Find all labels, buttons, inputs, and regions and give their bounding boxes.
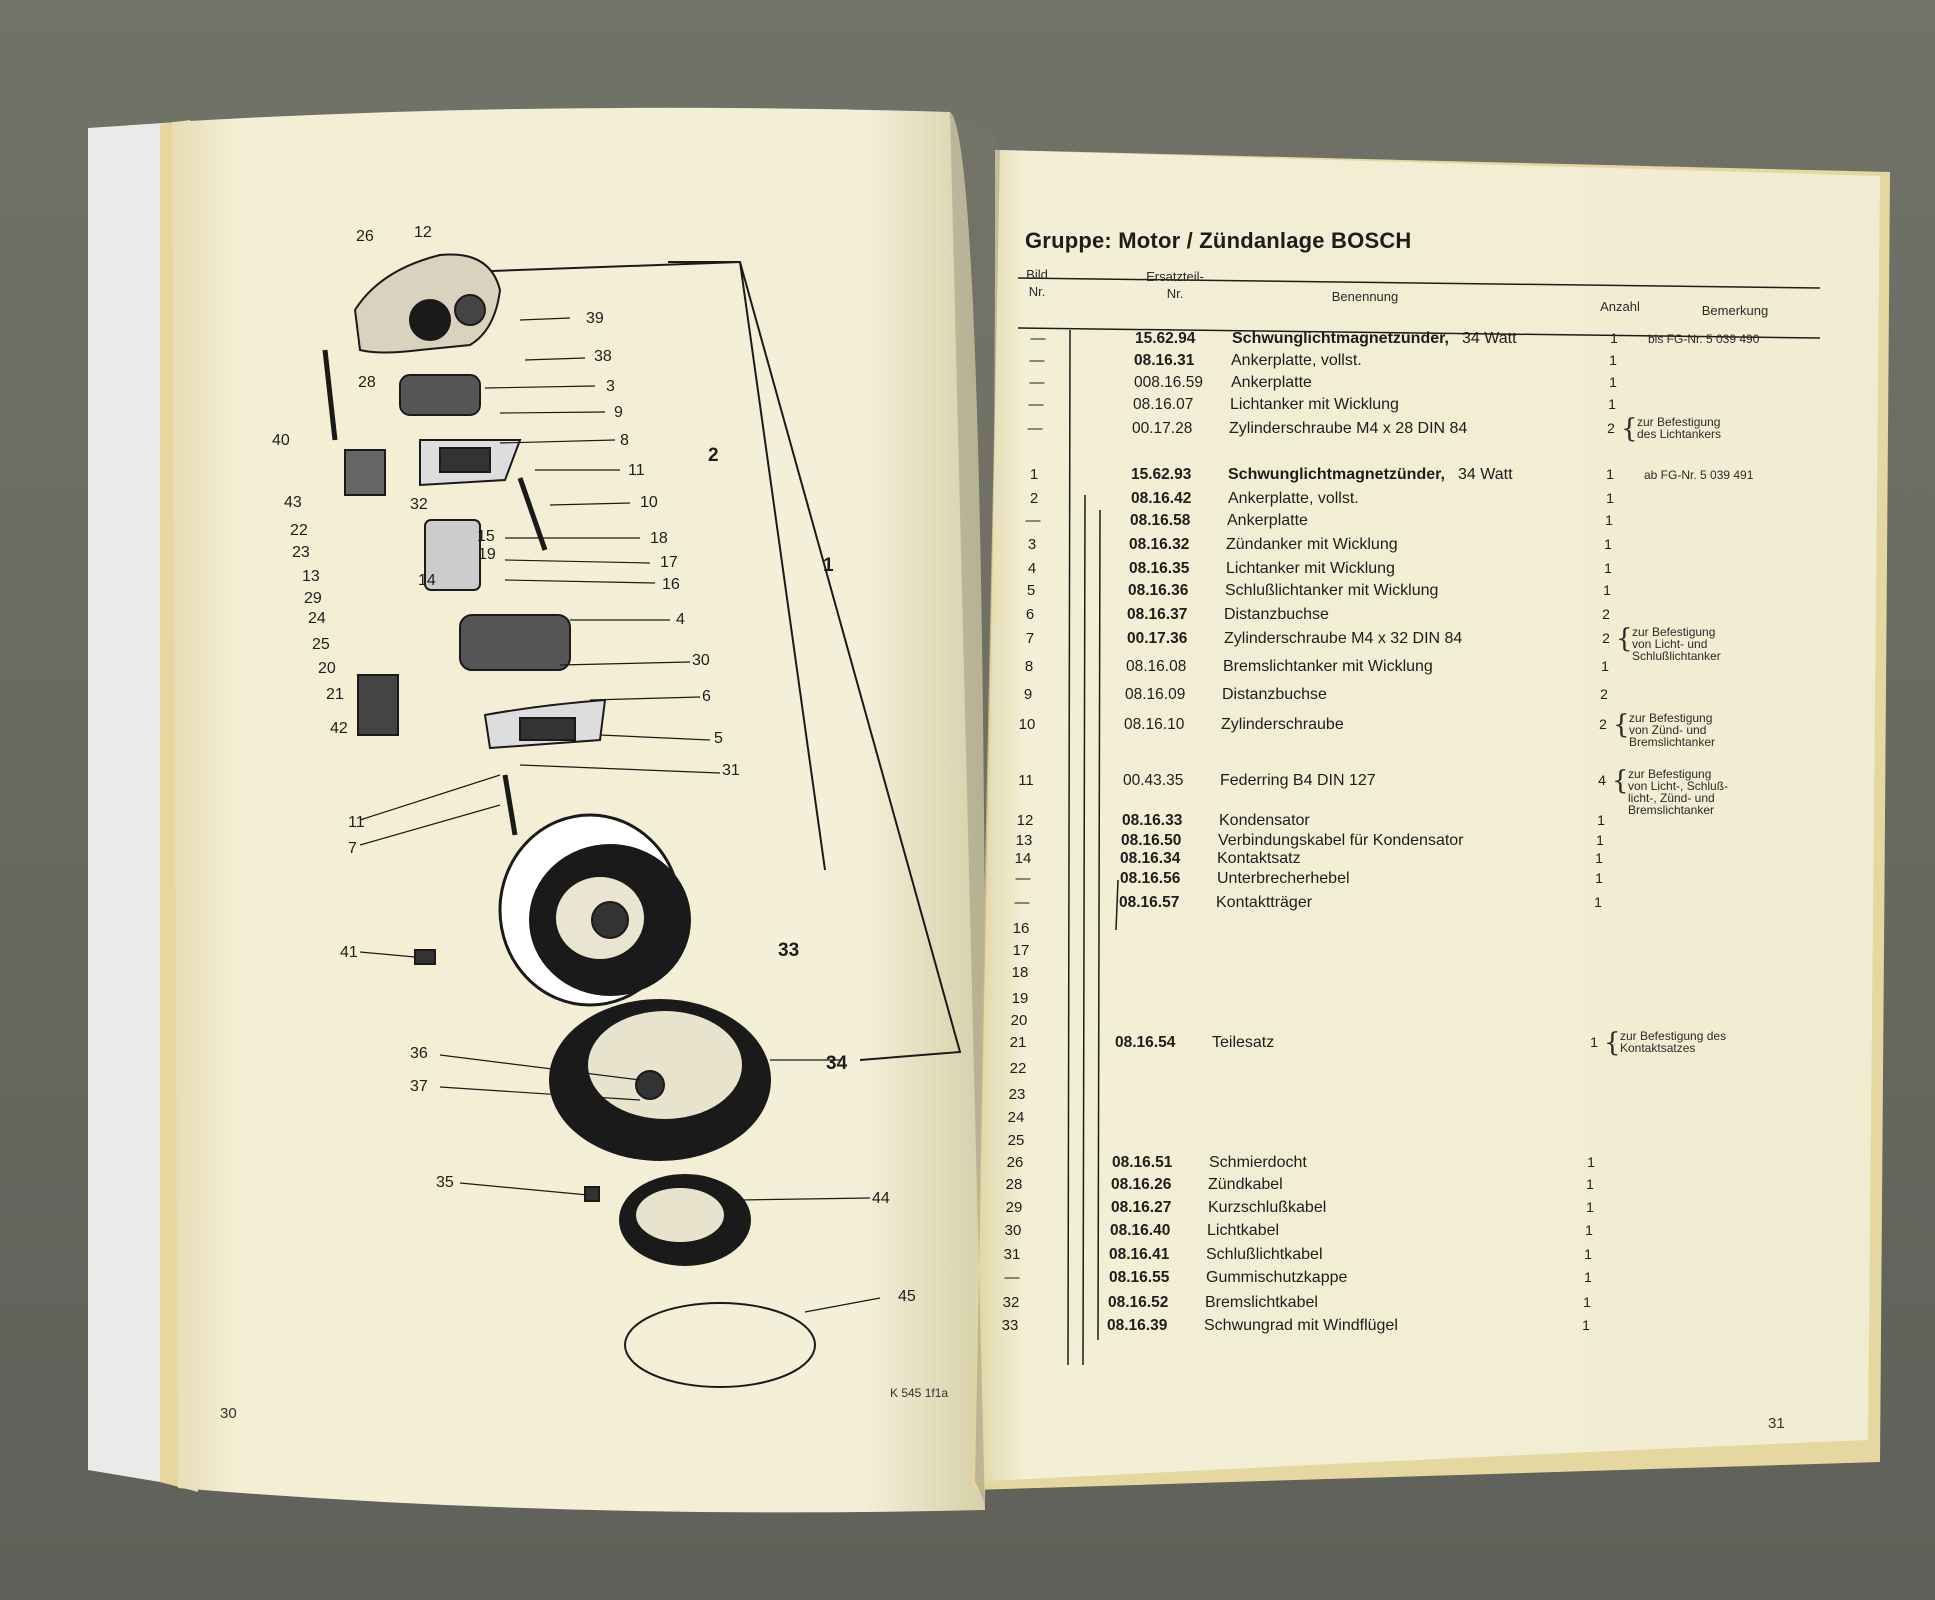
table-row <box>0 1246 1935 1268</box>
bild-number: — <box>1029 352 1045 369</box>
table-row <box>0 942 1935 964</box>
part-number: 08.16.08 <box>1126 658 1187 675</box>
table-row <box>0 850 1935 872</box>
bild-number: — <box>1027 420 1043 437</box>
quantity: 1 <box>1609 374 1617 390</box>
callout: 17 <box>660 554 678 571</box>
table-row <box>0 964 1935 986</box>
callout: 9 <box>614 404 623 421</box>
callout: 11 <box>348 814 365 831</box>
bild-number: 33 <box>1001 1317 1019 1334</box>
header-anzahl: Anzahl <box>1600 299 1640 314</box>
callout: 29 <box>304 590 322 607</box>
part-number: 00.17.36 <box>1127 630 1188 647</box>
quantity: 1 <box>1586 1176 1594 1192</box>
table-row <box>0 1317 1935 1339</box>
part-name: Kondensator <box>1219 812 1310 829</box>
quantity: 1 <box>1605 512 1613 528</box>
part-number: 08.16.52 <box>1108 1294 1169 1311</box>
table-row <box>0 1222 1935 1244</box>
table-row <box>0 1086 1935 1108</box>
callout: 39 <box>586 310 604 327</box>
remark: zur Befestigung von Zünd- und Bremslichtanker <box>1629 711 1716 749</box>
table-row <box>0 990 1935 1012</box>
callout: 42 <box>330 720 348 737</box>
remark: zur Befestigung von Licht-, Schluß- licht-, Zünd- und Bremslichtanker <box>1628 767 1729 817</box>
part-name: Ankerplatte <box>1231 374 1312 391</box>
bild-number: 17 <box>1012 942 1030 959</box>
table-row <box>0 710 1935 749</box>
quantity: 1 <box>1606 466 1614 482</box>
part-name: Distanzbuchse <box>1222 686 1327 703</box>
part-number: 08.16.55 <box>1109 1269 1170 1286</box>
callout: 2 <box>708 445 719 466</box>
table-row <box>0 560 1935 582</box>
part-number: 08.16.26 <box>1111 1176 1172 1193</box>
part-name: Distanzbuchse <box>1224 606 1329 623</box>
quantity: 2 <box>1607 420 1615 436</box>
bild-number: 19 <box>1011 990 1029 1007</box>
callout: 40 <box>272 432 290 449</box>
part-number: 08.16.10 <box>1124 716 1185 733</box>
part-number: 08.16.34 <box>1120 850 1181 867</box>
part-number: 08.16.27 <box>1111 1199 1172 1216</box>
bild-number: — <box>1015 870 1031 887</box>
part-name: Teilesatz <box>1212 1034 1275 1051</box>
part-name: Bremslichtanker mit Wicklung <box>1223 658 1433 675</box>
table-row <box>0 894 1935 916</box>
bild-number: 2 <box>1029 490 1039 507</box>
bild-number: 24 <box>1007 1109 1025 1126</box>
quantity: 1 <box>1604 560 1612 576</box>
header-bemerkung: Bemerkung <box>1701 303 1769 318</box>
part-number: 08.16.36 <box>1128 582 1189 599</box>
part-number: 08.16.31 <box>1134 352 1195 369</box>
bild-number: 9 <box>1023 686 1033 703</box>
table-row <box>0 1294 1935 1316</box>
callout: 41 <box>340 944 358 961</box>
quantity: 1 <box>1585 1222 1593 1238</box>
bild-number: 18 <box>1011 964 1029 981</box>
part-name-extra: 34 Watt <box>1462 330 1517 347</box>
part-number: 08.16.42 <box>1131 490 1192 507</box>
quantity: 1 <box>1595 870 1603 886</box>
bild-number: 30 <box>1004 1222 1022 1239</box>
bild-number: 23 <box>1008 1086 1026 1103</box>
callout: 45 <box>898 1288 916 1305</box>
bild-number: — <box>1025 512 1041 529</box>
part-number: 08.16.35 <box>1129 560 1190 577</box>
callout: 23 <box>292 544 310 561</box>
quantity: 1 <box>1586 1199 1594 1215</box>
remark: zur Befestigung des Lichtankers <box>1637 415 1722 441</box>
callout: 35 <box>436 1174 454 1191</box>
table-row <box>0 582 1935 604</box>
callout: 16 <box>662 576 680 593</box>
brace-glyph: { <box>1616 624 1633 654</box>
table-row <box>0 512 1935 534</box>
part-number: 08.16.37 <box>1127 606 1188 623</box>
quantity: 1 <box>1594 894 1602 910</box>
quantity: 1 <box>1608 396 1616 412</box>
bild-number: 3 <box>1027 536 1037 553</box>
part-number: 00.17.28 <box>1132 420 1193 437</box>
callout: 44 <box>872 1190 890 1207</box>
bild-number: 31 <box>1003 1246 1021 1263</box>
bild-number: 4 <box>1027 560 1037 577</box>
callout: 32 <box>410 496 428 513</box>
table-row <box>0 352 1935 374</box>
table-row <box>0 1269 1935 1291</box>
quantity: 1 <box>1604 536 1612 552</box>
quantity: 1 <box>1606 490 1614 506</box>
part-name: Schmierdocht <box>1209 1154 1307 1171</box>
remark: ab FG-Nr. 5 039 491 <box>1644 468 1754 482</box>
bild-number: 8 <box>1024 658 1034 675</box>
quantity: 1 <box>1603 582 1611 598</box>
table-row <box>0 490 1935 512</box>
bild-number: 28 <box>1005 1176 1023 1193</box>
part-name: Federring B4 DIN 127 <box>1220 772 1376 789</box>
table-row <box>0 1028 1935 1058</box>
bild-number: 10 <box>1018 716 1036 733</box>
part-number: 08.16.40 <box>1110 1222 1171 1239</box>
callout: 36 <box>410 1045 428 1062</box>
callout: 8 <box>620 432 629 449</box>
brace-glyph: { <box>1621 414 1638 444</box>
callout: 21 <box>326 686 344 703</box>
table-row <box>0 920 1935 942</box>
brace-glyph: { <box>1604 1028 1621 1058</box>
bild-number: 11 <box>1018 772 1034 789</box>
bild-number: 16 <box>1012 920 1030 937</box>
part-name: Ankerplatte, vollst. <box>1231 352 1362 369</box>
remark: zur Befestigung des Kontaktsatzes <box>1620 1029 1727 1055</box>
part-number: 15.62.94 <box>1135 330 1196 347</box>
callout: 33 <box>778 940 800 961</box>
header-ersatzteil: Ersatzteil- Nr. <box>1146 269 1204 301</box>
callout: 26 <box>356 228 374 245</box>
table-row <box>0 658 1935 680</box>
header-benennung: Benennung <box>1331 289 1399 304</box>
bild-number: 5 <box>1026 582 1036 599</box>
bild-number: 14 <box>1014 850 1032 867</box>
callout: 10 <box>640 494 658 511</box>
part-name: Schwunglichtmagnetzünder, <box>1232 330 1449 347</box>
bild-number: 20 <box>1010 1012 1028 1029</box>
table-row <box>0 1154 1935 1176</box>
part-name: Kontaktsatz <box>1217 850 1301 867</box>
quantity: 1 <box>1583 1294 1591 1310</box>
part-number: 08.16.54 <box>1115 1034 1176 1051</box>
part-name: Verbindungskabel für Kondensator <box>1218 832 1464 849</box>
quantity: 2 <box>1600 686 1608 702</box>
remark: bis FG-Nr. 5 039 490 <box>1648 332 1760 346</box>
part-name: Lichtanker mit Wicklung <box>1230 396 1399 413</box>
part-number: 15.62.93 <box>1131 466 1192 483</box>
quantity: 1 <box>1601 658 1609 674</box>
bild-number: — <box>1014 894 1030 911</box>
part-name: Gummischutzkappe <box>1206 1269 1348 1286</box>
part-number: 08.16.57 <box>1119 894 1180 911</box>
callout: 6 <box>702 688 711 705</box>
callout: 30 <box>692 652 710 669</box>
callout: 4 <box>676 611 685 628</box>
table-row <box>0 686 1935 708</box>
remark: zur Befestigung von Licht- und Schlußlichtanker <box>1632 625 1721 663</box>
part-number: 08.16.39 <box>1107 1317 1168 1334</box>
quantity: 1 <box>1595 850 1603 866</box>
part-name: Ankerplatte <box>1227 512 1308 529</box>
part-name: Lichtanker mit Wicklung <box>1226 560 1395 577</box>
callout: 24 <box>308 610 326 627</box>
callout: 3 <box>606 378 615 395</box>
bild-number: 26 <box>1006 1154 1024 1171</box>
table-row <box>0 812 1935 834</box>
part-name: Zylinderschraube M4 x 28 DIN 84 <box>1229 420 1468 437</box>
bild-number: 13 <box>1015 832 1033 849</box>
callout: 1 <box>823 555 834 576</box>
callout: 34 <box>826 1053 848 1074</box>
callout: 25 <box>312 636 330 653</box>
part-name: Bremslichtkabel <box>1205 1294 1318 1311</box>
bild-number: — <box>1004 1269 1020 1286</box>
table-row <box>0 1199 1935 1221</box>
callout: 12 <box>414 224 432 241</box>
part-name: Kurzschlußkabel <box>1208 1199 1327 1216</box>
part-name: Kontaktträger <box>1216 894 1313 911</box>
bild-number: 12 <box>1016 812 1034 829</box>
table-row <box>0 536 1935 558</box>
part-number: 00.43.35 <box>1123 772 1184 789</box>
callout: 37 <box>410 1078 428 1095</box>
brace-glyph: { <box>1613 710 1630 740</box>
quantity: 1 <box>1596 832 1604 848</box>
callout: 13 <box>302 568 320 585</box>
part-number: 08.16.51 <box>1112 1154 1173 1171</box>
bild-number: 6 <box>1025 606 1035 623</box>
callout: 7 <box>348 840 357 857</box>
quantity: 1 <box>1584 1246 1592 1262</box>
callout: 20 <box>318 660 336 677</box>
callout: 19 <box>478 546 496 563</box>
callout: 11 <box>628 462 645 479</box>
part-number: 08.16.33 <box>1122 812 1183 829</box>
part-number: 08.16.58 <box>1130 512 1191 529</box>
bild-number: 21 <box>1009 1034 1027 1051</box>
callout: 38 <box>594 348 612 365</box>
part-name: Lichtkabel <box>1207 1222 1280 1239</box>
quantity: 1 <box>1590 1034 1598 1050</box>
bild-number: 22 <box>1009 1060 1027 1077</box>
part-number: 08.16.41 <box>1109 1246 1170 1263</box>
part-name: Unterbrecherhebel <box>1217 870 1350 887</box>
quantity: 1 <box>1582 1317 1590 1333</box>
part-name-extra: 34 Watt <box>1458 466 1513 483</box>
part-name: Zündanker mit Wicklung <box>1226 536 1398 553</box>
part-name: Schwungrad mit Windflügel <box>1204 1317 1398 1334</box>
brace-glyph: { <box>1612 766 1629 796</box>
quantity: 1 <box>1587 1154 1595 1170</box>
part-number: 08.16.07 <box>1133 396 1194 413</box>
quantity: 1 <box>1597 812 1605 828</box>
quantity: 1 <box>1584 1269 1592 1285</box>
callout: 31 <box>722 762 740 779</box>
figure-reference: K 545 1f1a <box>890 1386 949 1400</box>
part-name: Schwunglichtmagnetzünder, <box>1228 466 1445 483</box>
table-row <box>0 414 1935 444</box>
page-number-left: 30 <box>220 1405 237 1422</box>
quantity: 1 <box>1610 330 1618 346</box>
part-number: 08.16.56 <box>1120 870 1181 887</box>
table-row <box>0 1176 1935 1198</box>
callout: 14 <box>418 572 436 589</box>
header-bild: Bild Nr. <box>1026 267 1048 299</box>
table-row <box>0 870 1935 892</box>
bild-number: 25 <box>1007 1132 1025 1149</box>
bild-number: — <box>1029 374 1045 391</box>
table-row <box>0 330 1935 352</box>
part-number: 08.16.32 <box>1129 536 1190 553</box>
bild-number: 29 <box>1005 1199 1023 1216</box>
callout: 43 <box>284 494 302 511</box>
part-name: Zündkabel <box>1208 1176 1283 1193</box>
part-name: Schlußlichtkabel <box>1206 1246 1323 1263</box>
table-row <box>0 1132 1935 1154</box>
bild-number: 7 <box>1025 630 1035 647</box>
quantity: 2 <box>1602 630 1610 646</box>
callout: 18 <box>650 530 668 547</box>
bild-number: — <box>1028 396 1044 413</box>
part-number: 008.16.59 <box>1134 374 1203 391</box>
page-number-right: 31 <box>1768 1415 1785 1432</box>
bild-number: 32 <box>1002 1294 1020 1311</box>
quantity: 1 <box>1609 352 1617 368</box>
part-number: 08.16.50 <box>1121 832 1182 849</box>
table-row <box>0 374 1935 396</box>
quantity: 4 <box>1598 772 1606 788</box>
callout: 15 <box>477 528 495 545</box>
callout: 5 <box>714 730 723 747</box>
callout: 22 <box>290 522 308 539</box>
bild-number: — <box>1030 330 1046 347</box>
table-row <box>0 1060 1935 1082</box>
part-name: Zylinderschraube <box>1221 716 1344 733</box>
callout: 28 <box>358 374 376 391</box>
part-name: Ankerplatte, vollst. <box>1228 490 1359 507</box>
quantity: 2 <box>1599 716 1607 732</box>
page-title: Gruppe: Motor / Zündanlage BOSCH <box>1025 228 1412 253</box>
quantity: 2 <box>1602 606 1610 622</box>
part-number: 08.16.09 <box>1125 686 1186 703</box>
table-row <box>0 466 1935 488</box>
part-name: Schlußlichtanker mit Wicklung <box>1225 582 1439 599</box>
bild-number: 1 <box>1029 466 1039 483</box>
part-name: Zylinderschraube M4 x 32 DIN 84 <box>1224 630 1463 647</box>
table-row <box>0 1109 1935 1131</box>
